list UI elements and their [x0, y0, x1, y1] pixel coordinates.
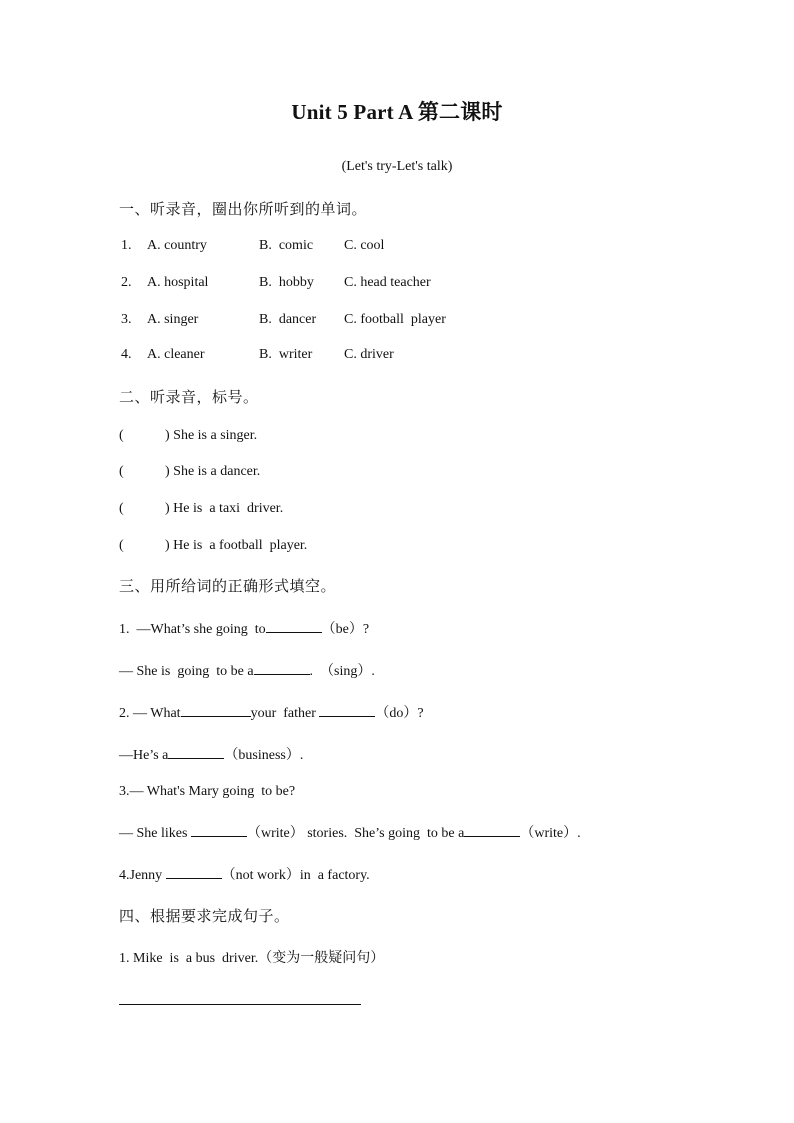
option-a: A. hospital — [147, 275, 209, 290]
text: （be）? — [321, 622, 370, 637]
listening-item-1 — [119, 428, 257, 444]
fill-q2-line-b — [119, 744, 303, 764]
sentence: She is a singer. — [173, 428, 258, 443]
answer-blank[interactable] — [254, 662, 310, 675]
fill-q1-line-a — [119, 618, 369, 638]
item-number: 4. — [121, 347, 132, 362]
fill-q3-line-a: 3.— What's Mary going to be? — [119, 784, 296, 799]
text: （write）. — [520, 826, 581, 841]
sentence: She is a dancer. — [173, 464, 261, 479]
text: — She is going to be a — [119, 664, 254, 679]
option-c: C. driver — [344, 347, 394, 362]
section-1-heading: 一、听录音，圈出你所听到的单词。 — [119, 200, 368, 218]
choice-row-2 — [119, 275, 639, 295]
page-subtitle: (Let's try-Let's talk) — [341, 159, 453, 174]
page-title: Unit 5 Part A 第二课时 — [291, 100, 503, 124]
option-c: C. head teacher — [344, 275, 431, 290]
open-paren: ( — [119, 464, 124, 479]
answer-blank[interactable] — [191, 824, 247, 837]
text: （business）. — [224, 748, 304, 763]
fill-q4-line — [119, 864, 370, 884]
option-b: B. comic — [259, 238, 314, 253]
choice-row-3 — [119, 312, 639, 332]
text: （not work）in a factory. — [221, 868, 370, 883]
answer-blank[interactable] — [464, 824, 520, 837]
open-paren: ( — [119, 501, 124, 516]
close-paren: ) — [165, 501, 170, 516]
listening-item-3 — [119, 501, 283, 517]
answer-blank[interactable] — [181, 704, 251, 717]
text: 4.Jenny — [119, 868, 166, 883]
fill-q2-line-a — [119, 702, 424, 722]
fill-q3-line-b — [119, 822, 581, 842]
listening-item-4 — [119, 538, 307, 554]
sentence: He is a taxi driver. — [173, 501, 284, 516]
open-paren: ( — [119, 428, 124, 443]
fill-q1-line-b — [119, 660, 375, 680]
section-3-heading: 三、用所给词的正确形式填空。 — [119, 577, 337, 595]
text: （do）? — [375, 706, 424, 721]
option-a: A. cleaner — [147, 347, 205, 362]
rewrite-q1: 1. Mike is a bus driver.（变为一般疑问句） — [119, 951, 385, 966]
option-a: A. singer — [147, 312, 199, 327]
text: . （sing）. — [309, 664, 375, 679]
option-b: B. dancer — [259, 312, 317, 327]
answer-blank[interactable] — [168, 746, 224, 759]
choice-row-1 — [119, 238, 639, 258]
close-paren: ) — [165, 428, 170, 443]
option-b: B. writer — [259, 347, 313, 362]
option-c: C. cool — [344, 238, 385, 253]
section-2-heading: 二、听录音，标号。 — [119, 388, 259, 406]
answer-blank[interactable] — [166, 866, 222, 879]
sentence: He is a football player. — [173, 538, 308, 553]
answer-blank[interactable] — [319, 704, 375, 717]
option-b: B. hobby — [259, 275, 314, 290]
text: — She likes — [119, 826, 191, 841]
text: 1. —What’s she going to — [119, 622, 266, 637]
text: （write） stories. She’s going to be a — [246, 826, 465, 841]
text: —He’s a — [119, 748, 169, 763]
item-number: 1. — [121, 238, 132, 253]
listening-item-2 — [119, 464, 260, 480]
close-paren: ) — [165, 464, 170, 479]
item-number: 2. — [121, 275, 132, 290]
choice-row-4 — [119, 347, 639, 367]
option-a: A. country — [147, 238, 207, 253]
item-number: 3. — [121, 312, 132, 327]
section-4-heading: 四、根据要求完成句子。 — [119, 907, 290, 925]
answer-blank[interactable] — [266, 620, 322, 633]
answer-line[interactable] — [119, 1004, 361, 1005]
text: 2. — What — [119, 706, 181, 721]
close-paren: ) — [165, 538, 170, 553]
text: your father — [250, 706, 320, 721]
open-paren: ( — [119, 538, 124, 553]
option-c: C. football player — [344, 312, 446, 327]
